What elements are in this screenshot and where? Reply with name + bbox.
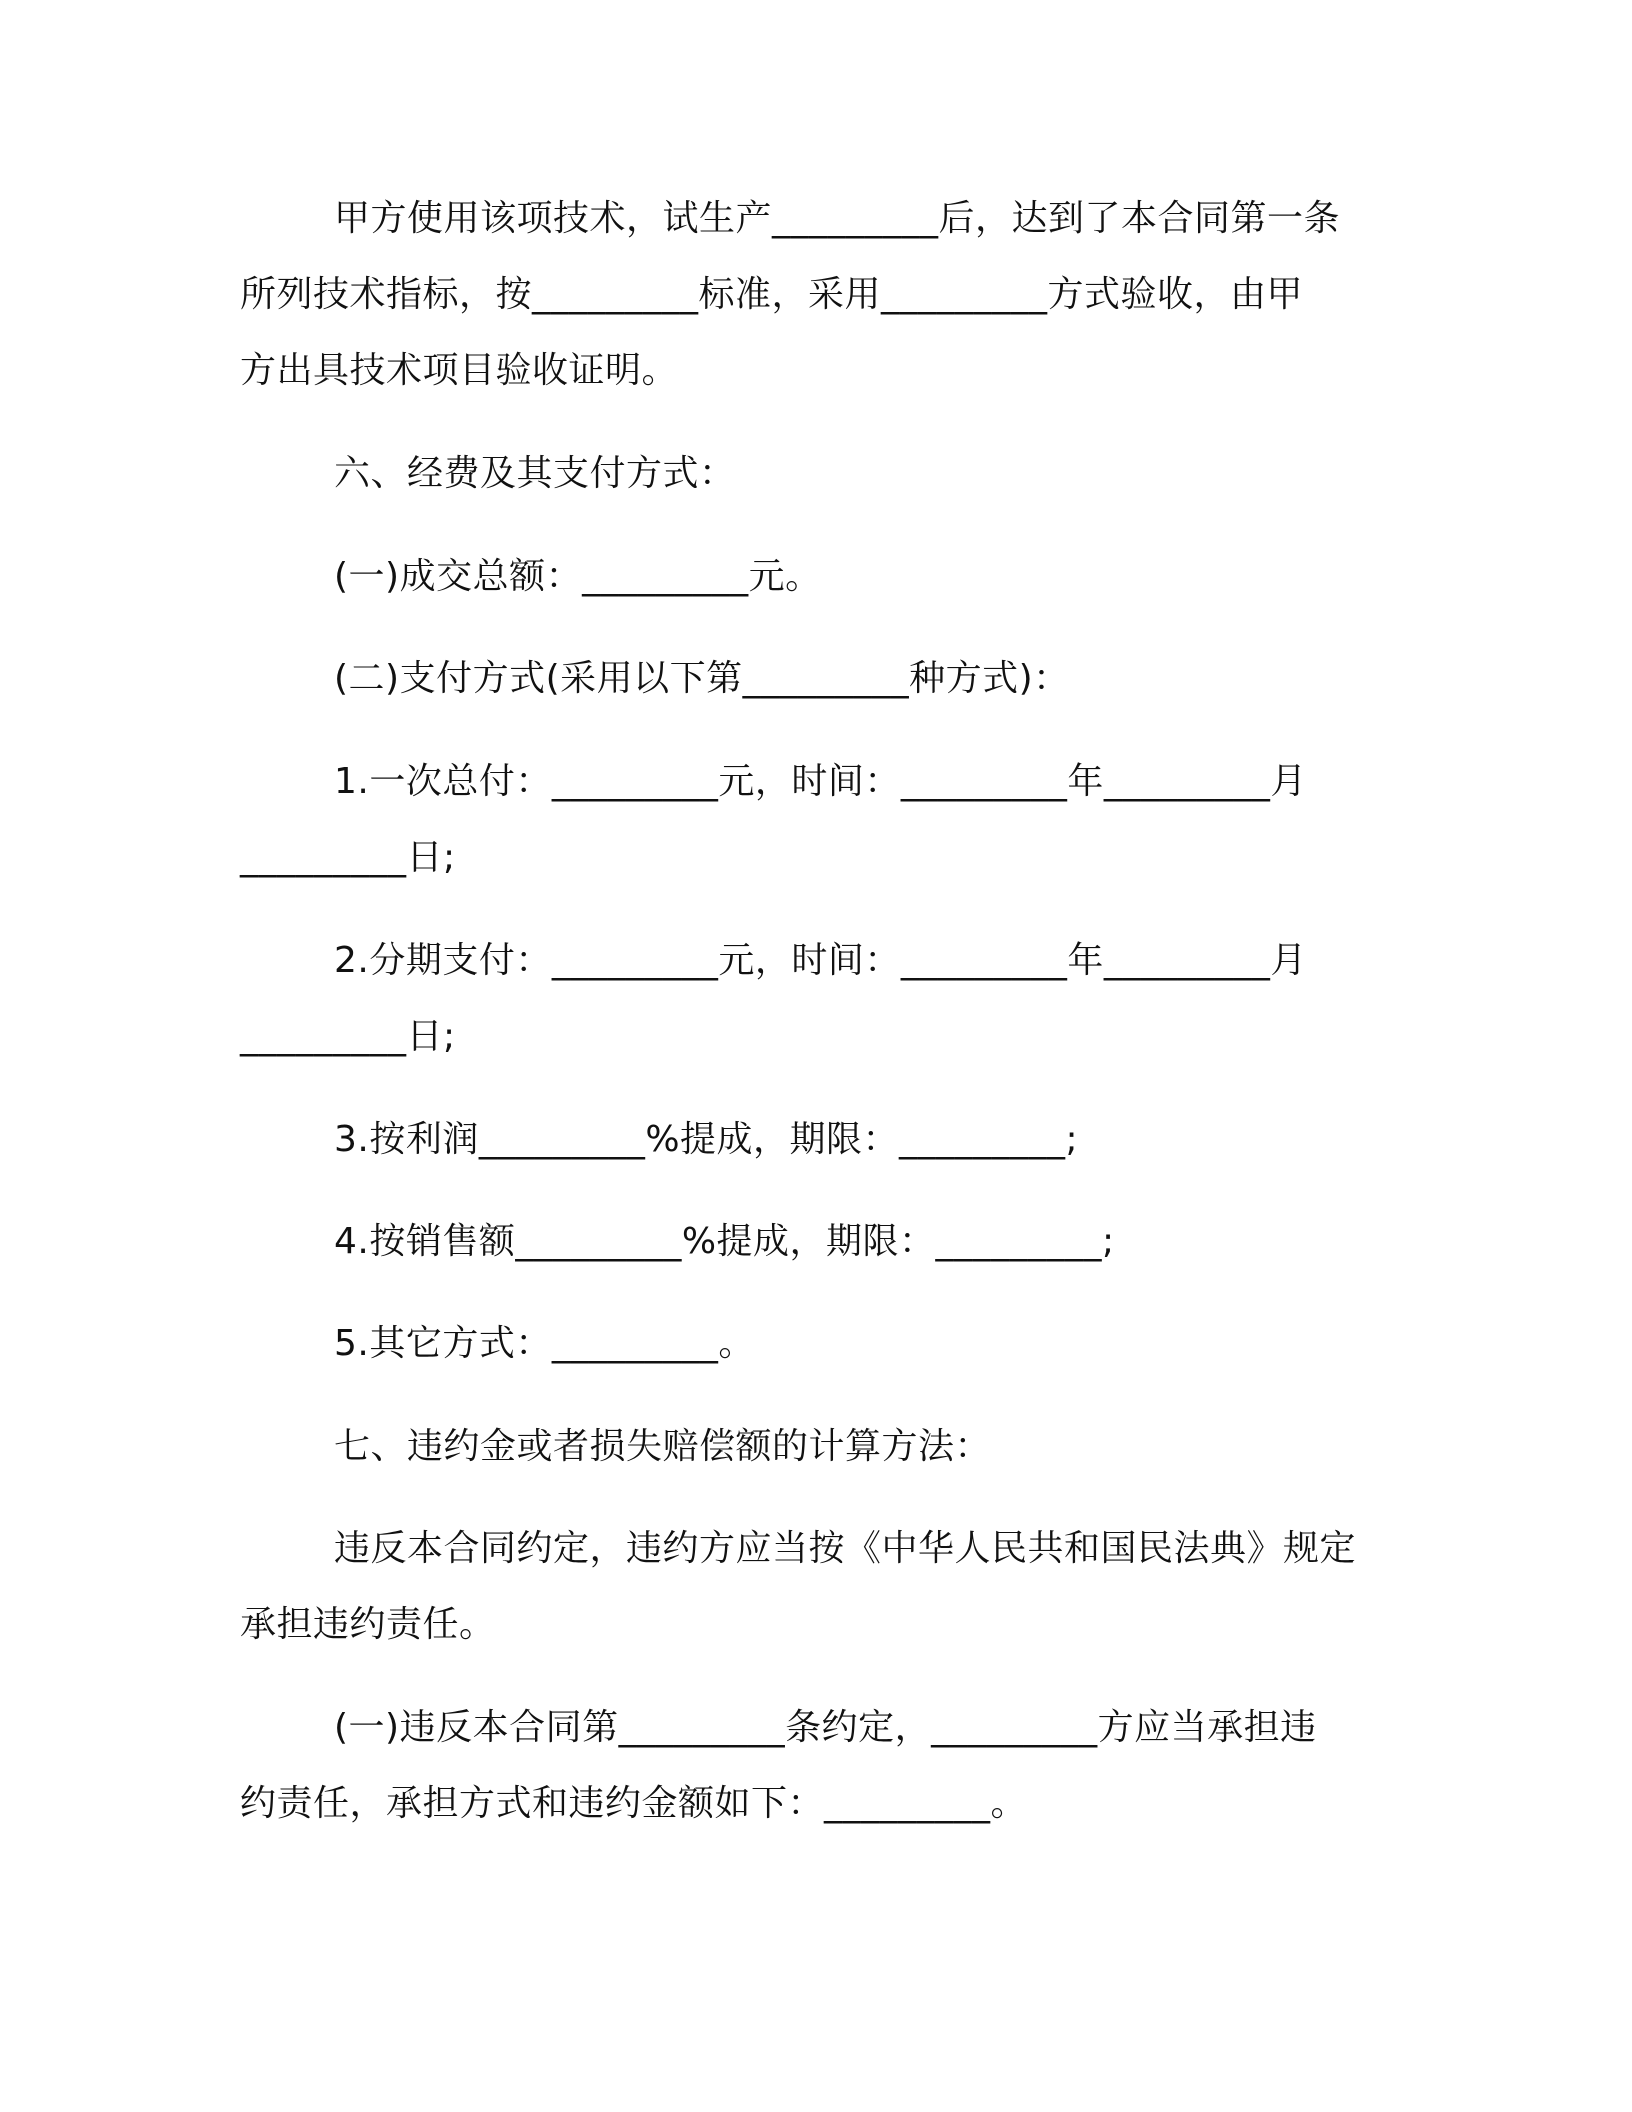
payment-option-lump-sum-line-1: 1.一次总付：_________元，时间：_________年_________月 xyxy=(334,761,1307,802)
clause-breach-terms-line-1: (一)违反本合同第_________条约定，_________方应当承担违 xyxy=(334,1707,1317,1748)
payment-option-sales-share: 4.按销售额_________%提成，期限：_________; xyxy=(334,1221,1115,1262)
clause-total-amount: (一)成交总额：_________元。 xyxy=(334,556,822,597)
payment-option-profit-share: 3.按利润_________%提成，期限：_________; xyxy=(334,1119,1079,1160)
payment-option-lump-sum-line-2: _________日; xyxy=(240,837,456,878)
payment-option-installment-line-1: 2.分期支付：_________元，时间：_________年_________月 xyxy=(334,940,1307,981)
paragraph-acceptance-line-1: 甲方使用该项技术，试生产_________后，达到了本合同第一条 xyxy=(334,198,1341,239)
section-heading-penalty: 七、违约金或者损失赔偿额的计算方法： xyxy=(334,1426,992,1467)
paragraph-breach-line-2: 承担违约责任。 xyxy=(240,1604,496,1645)
clause-breach-terms-line-2: 约责任，承担方式和违约金额如下：_________。 xyxy=(240,1783,1028,1824)
payment-option-installment-line-2: _________日; xyxy=(240,1016,456,1057)
section-heading-fees: 六、经费及其支付方式： xyxy=(334,453,736,494)
payment-option-other: 5.其它方式：_________。 xyxy=(334,1323,755,1364)
paragraph-acceptance-line-3: 方出具技术项目验收证明。 xyxy=(240,350,679,391)
paragraph-acceptance-line-2: 所列技术指标，按_________标准，采用_________方式验收，由甲 xyxy=(240,274,1304,315)
paragraph-breach-line-1: 违反本合同约定，违约方应当按《中华人民共和国民法典》规定 xyxy=(334,1528,1357,1569)
clause-payment-method: (二)支付方式(采用以下第_________种方式)： xyxy=(334,658,1070,699)
